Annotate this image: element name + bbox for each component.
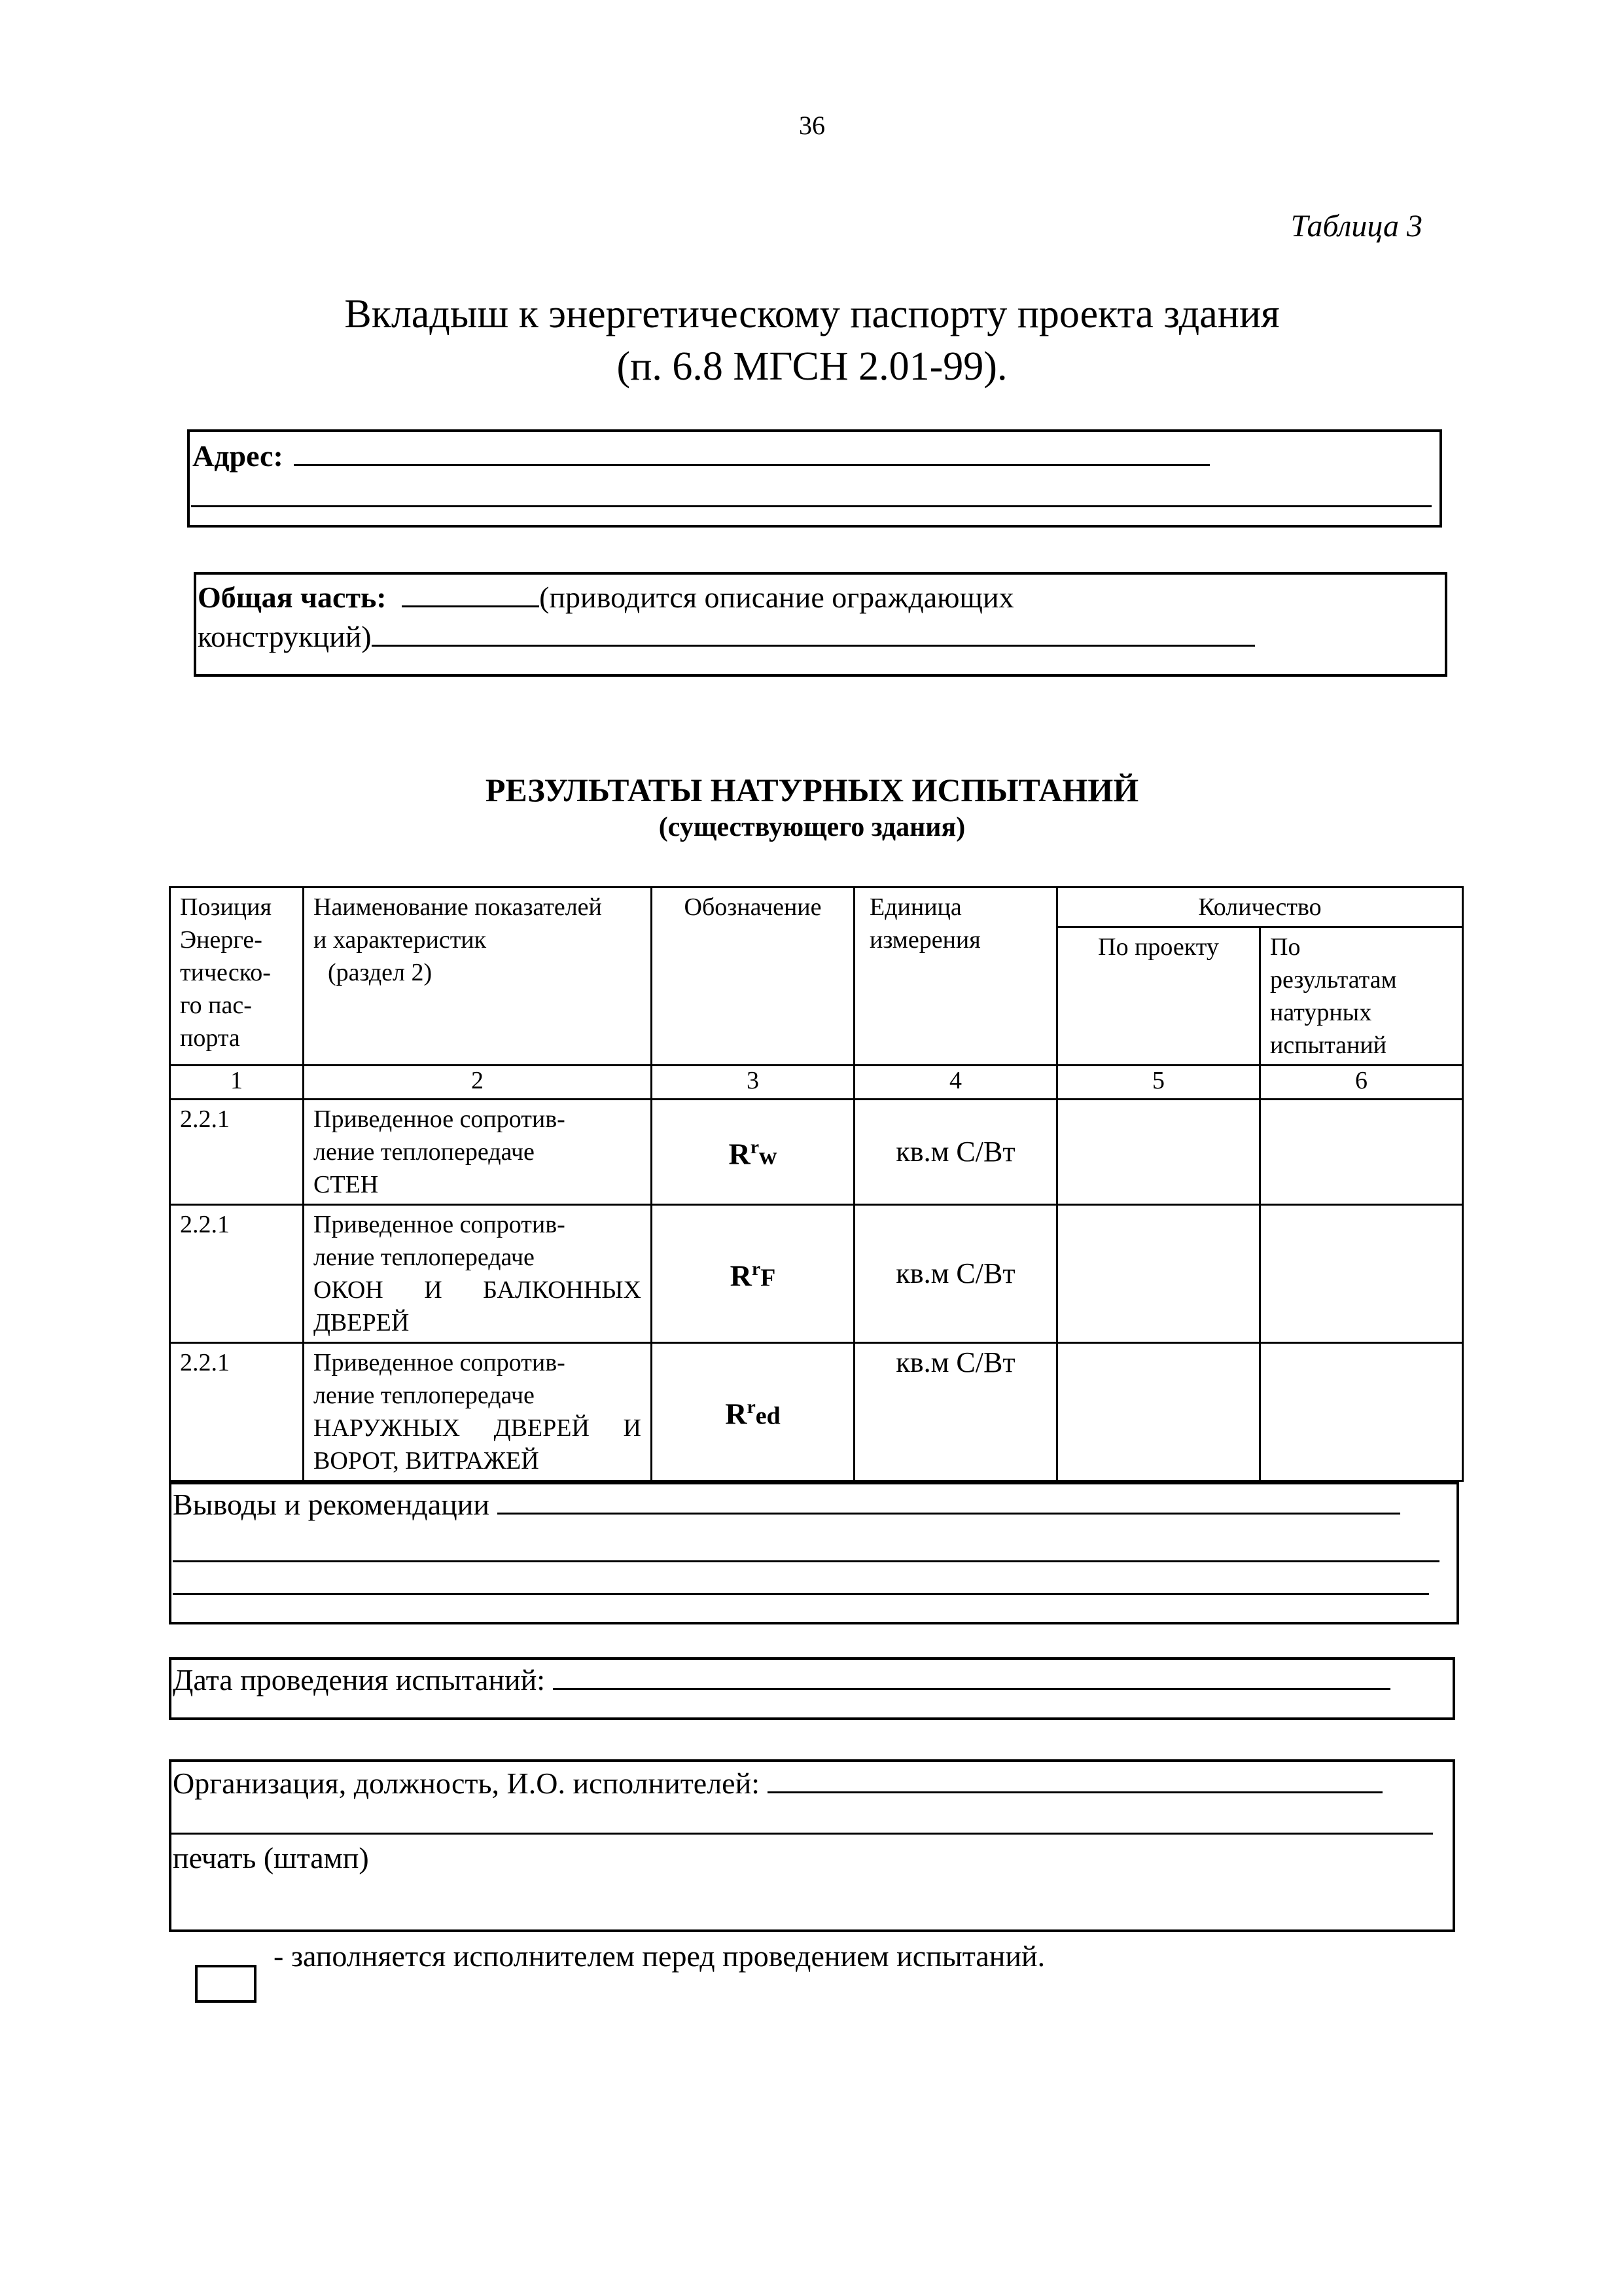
legend-box bbox=[195, 1965, 256, 2003]
column-number: 2 bbox=[304, 1066, 652, 1100]
row-symbol: $R^rw$ bbox=[652, 1100, 855, 1205]
row-by-project-value[interactable] bbox=[1057, 1100, 1260, 1205]
general-part-blank[interactable] bbox=[402, 605, 539, 607]
row-by-project-value[interactable] bbox=[1057, 1343, 1260, 1481]
conclusions-field[interactable] bbox=[173, 1487, 1400, 1522]
organization-field[interactable] bbox=[173, 1766, 1383, 1801]
row-unit: кв.м С/Вт bbox=[855, 1100, 1057, 1205]
address-blank[interactable] bbox=[294, 464, 1210, 466]
address-second-line[interactable] bbox=[191, 505, 1432, 507]
table-row bbox=[170, 1343, 1463, 1481]
column-number-row bbox=[170, 1066, 1463, 1100]
column-number: 5 bbox=[1057, 1066, 1260, 1100]
table-label: Таблица 3 bbox=[1290, 209, 1422, 243]
row-by-results-value[interactable] bbox=[1260, 1205, 1463, 1343]
column-number: 3 bbox=[652, 1066, 855, 1100]
organization-divider bbox=[171, 1833, 1433, 1835]
stamp-label: печать (штамп) bbox=[173, 1841, 369, 1874]
column-number: 6 bbox=[1260, 1066, 1463, 1100]
general-part-blank-2[interactable] bbox=[372, 645, 1255, 647]
table-row bbox=[170, 1205, 1463, 1343]
document-title bbox=[0, 288, 1624, 393]
general-part-field-2[interactable] bbox=[198, 619, 1255, 654]
address-field[interactable] bbox=[192, 439, 1210, 473]
row-by-project-value[interactable] bbox=[1057, 1205, 1260, 1343]
row-unit: кв.м С/Вт bbox=[855, 1205, 1057, 1343]
header-unit: Единица измерения bbox=[855, 888, 1057, 1066]
row-symbol: $R^red$ bbox=[652, 1343, 855, 1481]
row-name: Приведенное сопротив- ление теплопередаче НАРУЖНЫХ ДВЕРЕЙ И ВОРОТ, ВИТРАЖЕЙ bbox=[304, 1343, 652, 1481]
results-subheading: (существующего здания) bbox=[658, 812, 966, 842]
results-table bbox=[169, 886, 1464, 1482]
row-name: Приведенное сопротив- ление теплопередаче СТЕН bbox=[304, 1100, 652, 1205]
header-position: Позиция Энерге- тическо- го пас- порта bbox=[170, 888, 304, 1066]
title-line-1: Вкладыш к энергетическому паспорту проекта здания bbox=[344, 292, 1280, 336]
page-number: 36 bbox=[799, 111, 825, 140]
row-position: 2.2.1 bbox=[170, 1343, 304, 1481]
general-part-text-2: конструкций) bbox=[198, 620, 372, 653]
legend-text: - заполняется исполнителем перед проведением испытаний. bbox=[274, 1939, 1046, 1973]
header-name: Наименование показателей и характеристик (раздел 2) bbox=[304, 888, 652, 1066]
test-date-blank[interactable] bbox=[553, 1688, 1390, 1690]
header-by-project: По проекту bbox=[1057, 927, 1260, 1066]
header-designation: Обозначение bbox=[652, 888, 855, 1066]
general-part-label: Общая часть: bbox=[198, 581, 387, 614]
test-date-label: Дата проведения испытаний: bbox=[173, 1663, 546, 1696]
table-row bbox=[170, 1100, 1463, 1205]
row-by-results-value[interactable] bbox=[1260, 1100, 1463, 1205]
header-quantity: Количество bbox=[1057, 888, 1463, 927]
conclusions-blank-1[interactable] bbox=[497, 1513, 1400, 1515]
results-heading: РЕЗУЛЬТАТЫ НАТУРНЫХ ИСПЫТАНИЙ bbox=[485, 772, 1139, 808]
title-line-2: (п. 6.8 МГСН 2.01-99). bbox=[616, 344, 1008, 389]
row-name: Приведенное сопротив- ление теплопередаче ОКОН И БАЛКОННЫХ ДВЕРЕЙ bbox=[304, 1205, 652, 1343]
general-part-field[interactable] bbox=[198, 580, 1014, 615]
test-date-field[interactable] bbox=[173, 1662, 1390, 1697]
header-by-results: По результатам натурных испытаний bbox=[1260, 927, 1463, 1066]
conclusions-blank-3[interactable] bbox=[173, 1593, 1429, 1595]
row-by-results-value[interactable] bbox=[1260, 1343, 1463, 1481]
address-label: Адрес: bbox=[192, 439, 283, 473]
conclusions-blank-2[interactable] bbox=[173, 1560, 1439, 1562]
organization-label: Организация, должность, И.О. исполнителей: bbox=[173, 1767, 760, 1800]
row-position: 2.2.1 bbox=[170, 1205, 304, 1343]
row-position: 2.2.1 bbox=[170, 1100, 304, 1205]
row-unit: кв.м С/Вт bbox=[855, 1343, 1057, 1481]
conclusions-label: Выводы и рекомендации bbox=[173, 1488, 489, 1521]
row-symbol: $R^rF$ bbox=[652, 1205, 855, 1343]
column-number: 4 bbox=[855, 1066, 1057, 1100]
general-part-text-1: (приводится описание ограждающих bbox=[539, 581, 1014, 614]
organization-blank[interactable] bbox=[768, 1791, 1383, 1793]
column-number: 1 bbox=[170, 1066, 304, 1100]
